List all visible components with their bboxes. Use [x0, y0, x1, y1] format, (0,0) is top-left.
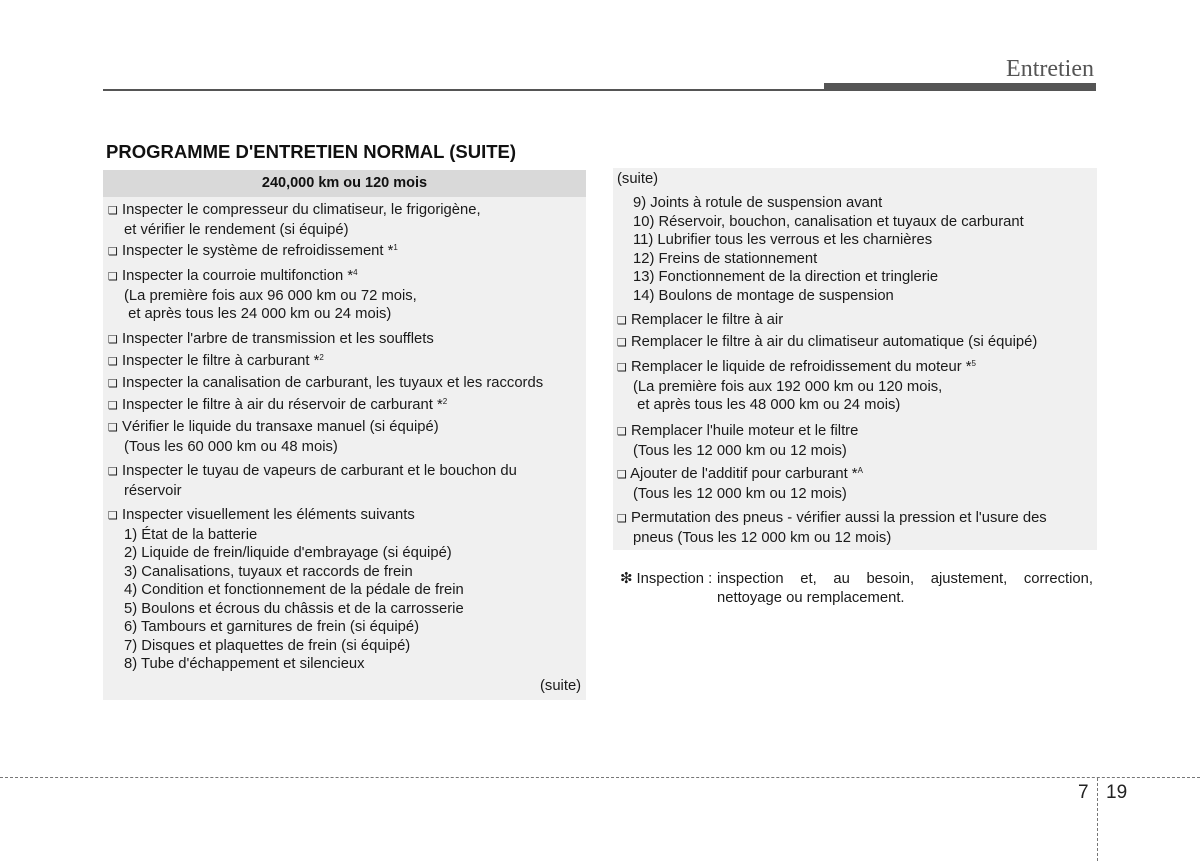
checkbox-icon: ❑ [108, 399, 118, 412]
checkbox-icon: ❑ [108, 465, 118, 478]
item-text: pneus (Tous les 12 000 km ou 12 mois) [633, 529, 892, 546]
checkbox-icon: ❑ [108, 204, 118, 217]
header-rule [103, 89, 825, 91]
sub-item: 14) Boulons de montage de suspension [633, 287, 894, 304]
section-title: PROGRAMME D'ENTRETIEN NORMAL (SUITE) [106, 141, 517, 162]
checklist-item [617, 333, 1037, 353]
page-number: 19 [1106, 782, 1128, 803]
item-text: Inspecter le tuyau de vapeurs de carburant et le bouchon du [122, 463, 517, 479]
continued-label: (suite) [540, 678, 582, 694]
checklist-item [108, 418, 439, 456]
footnote-ref: 1 [393, 243, 398, 252]
interval-heading: 240,000 km ou 120 mois [103, 170, 586, 197]
checklist-item [617, 311, 783, 331]
checkbox-icon: ❑ [108, 270, 118, 283]
sub-item: 4) Condition et fonctionnement de la pédale de frein [124, 582, 464, 598]
sub-item: 2) Liquide de frein/liquide d'embrayage (si équipé) [124, 545, 452, 561]
sub-item: 3) Canalisations, tuyaux et raccords de frein [124, 563, 413, 580]
inspection-note-text: inspection et, au besoin, ajustement, correction, nettoyage ou remplacement. [717, 571, 1093, 606]
checklist-item [108, 506, 464, 674]
checkbox-icon: ❑ [617, 468, 627, 481]
item-text: Inspecter le filtre à air du réservoir de carburant * [122, 397, 443, 413]
checkbox-icon: ❑ [108, 333, 118, 346]
item-text: Permutation des pneus - vérifier aussi la pression et l'usure des [631, 510, 1047, 526]
item-text: (Tous les 12 000 km ou 12 mois) [633, 442, 847, 459]
checklist-item [108, 267, 417, 324]
sub-item: 13) Fonctionnement de la direction et tringlerie [633, 269, 939, 285]
sub-item: 5) Boulons et écrous du châssis et de la carrosserie [124, 600, 464, 617]
checkbox-icon: ❑ [108, 355, 118, 368]
checkbox-icon: ❑ [108, 421, 118, 434]
sub-item: 12) Freins de stationnement [633, 250, 818, 267]
item-text: Remplacer le liquide de refroidissement du moteur * [631, 359, 972, 375]
item-text: (La première fois aux 96 000 km ou 72 mois, [124, 287, 417, 304]
footnote-ref: 5 [971, 359, 976, 368]
item-text: Inspecter le compresseur du climatiseur, le frigorigène, [122, 202, 481, 218]
item-text: et après tous les 24 000 km ou 24 mois) [124, 306, 392, 322]
checklist-item [108, 330, 434, 350]
checkbox-icon: ❑ [108, 509, 118, 522]
checkbox-icon: ❑ [617, 361, 627, 374]
footer-vertical-divider [1097, 778, 1098, 861]
checkbox-icon: ❑ [617, 512, 627, 525]
sub-item: 7) Disques et plaquettes de frein (si équipé) [124, 637, 411, 654]
footer-divider [0, 777, 1200, 778]
sub-item: 1) État de la batterie [124, 526, 258, 543]
item-text: Inspecter la courroie multifonction * [122, 268, 354, 284]
item-text: réservoir [124, 482, 182, 499]
item-text: Inspecter le filtre à carburant * [122, 353, 320, 369]
sub-item: 9) Joints à rotule de suspension avant [633, 195, 883, 211]
checkbox-icon: ❑ [617, 425, 627, 438]
sub-item: 11) Lubrifier tous les verrous et les charnières [633, 232, 933, 248]
item-text: Inspecter le système de refroidissement * [122, 243, 394, 259]
checklist-item [108, 201, 481, 239]
item-text: (Tous les 60 000 km ou 48 mois) [124, 438, 338, 455]
sub-item: 6) Tambours et garnitures de frein (si équipé) [124, 619, 419, 635]
checkbox-icon: ❑ [108, 245, 118, 258]
sub-item: 10) Réservoir, bouchon, canalisation et tuyaux de carburant [633, 213, 1024, 230]
item-text: Remplacer le filtre à air [631, 312, 784, 328]
checklist-item [108, 352, 324, 372]
sub-item: 8) Tube d'échappement et silencieux [124, 656, 365, 672]
item-text: Ajouter de l'additif pour carburant * [630, 466, 858, 482]
footnote-ref: 4 [353, 268, 358, 277]
checklist-item [108, 242, 398, 262]
footnote-ref: A [857, 466, 863, 475]
item-text: (La première fois aux 192 000 km ou 120 mois, [633, 378, 943, 395]
checklist-item [617, 509, 1047, 547]
checklist-item [617, 465, 863, 503]
checklist-item [617, 422, 858, 460]
inspection-sublist [633, 194, 1024, 305]
checklist-item [108, 396, 447, 416]
item-text: et vérifier le rendement (si équipé) [124, 221, 349, 238]
footnote-ref: 2 [442, 397, 448, 406]
item-text: Remplacer l'huile moteur et le filtre [631, 423, 859, 439]
checkbox-icon: ❑ [617, 336, 627, 349]
chapter-number: 7 [1078, 782, 1089, 803]
continued-label: (suite) [617, 171, 659, 187]
item-text: Inspecter visuellement les éléments suivants [122, 507, 415, 523]
checklist-item [108, 374, 543, 394]
checklist-item [108, 462, 517, 500]
checklist-item [617, 358, 976, 415]
item-text: Vérifier le liquide du transaxe manuel (si équipé) [122, 419, 439, 435]
item-text: Inspecter l'arbre de transmission et les soufflets [122, 331, 434, 347]
chapter-title: Entretien [1006, 56, 1094, 82]
item-text: Remplacer le filtre à air du climatiseur automatique (si équipé) [631, 334, 1038, 350]
inspection-note-label: ❇ Inspection : [620, 571, 713, 587]
item-text: et après tous les 48 000 km ou 24 mois) [633, 397, 901, 413]
header-rule-accent [824, 83, 1096, 91]
item-text: Inspecter la canalisation de carburant, les tuyaux et les raccords [122, 375, 544, 391]
item-text: (Tous les 12 000 km ou 12 mois) [633, 485, 847, 502]
footnote-ref: 2 [319, 353, 324, 362]
checkbox-icon: ❑ [108, 377, 118, 390]
checkbox-icon: ❑ [617, 314, 627, 327]
